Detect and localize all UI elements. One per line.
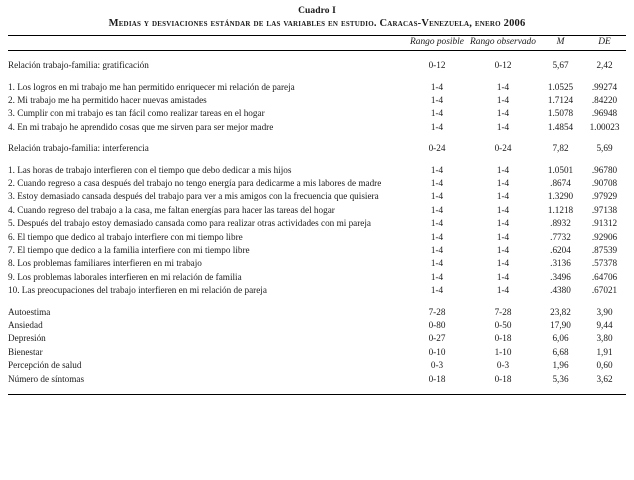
row-spacer (8, 298, 626, 306)
row-de: .97138 (591, 204, 618, 215)
row-media: 1.0525 (547, 81, 574, 92)
cuadro-label: Cuadro I (298, 6, 336, 16)
row-rango-posible: 1-4 (430, 108, 444, 119)
row-rango-observado: 1-4 (496, 271, 510, 282)
row-de: .91312 (591, 218, 618, 229)
row-media: 6,68 (552, 346, 569, 357)
table-row (8, 359, 626, 372)
rule-row (8, 51, 626, 60)
row-media: 5,67 (552, 60, 569, 71)
row-de: .90708 (591, 177, 618, 188)
row-rango-posible: 1-4 (430, 81, 444, 92)
row-media: 1.0501 (547, 164, 574, 175)
row-rango-posible: 0-3 (430, 360, 444, 371)
row-rango-observado: 1-4 (496, 94, 510, 105)
row-rango-posible: 1-4 (430, 121, 444, 132)
row-de: .96948 (591, 108, 618, 119)
row-label: 1. Los logros en mi trabajo me han permitido enriquecer mi relación de pareja (8, 81, 295, 92)
row-rango-posible: 1-4 (430, 218, 444, 229)
row-label: 2. Cuando regreso a casa después del trabajo no tengo energía para dedicarme a mis labores de madre (8, 177, 382, 188)
row-rango-observado: 0-3 (496, 360, 510, 371)
row-rango-posible: 1-4 (430, 244, 444, 255)
row-rango-observado: 0-18 (494, 333, 512, 344)
column-header-media: M (556, 37, 565, 47)
row-label: 6. El tiempo que dedico al trabajo interfiere con mi tiempo libre (8, 231, 243, 242)
row-media: .7732 (550, 231, 571, 242)
row-rango-observado: 1-4 (496, 177, 510, 188)
row-media: 1,96 (552, 360, 569, 371)
table-row (8, 107, 626, 120)
table-row (8, 284, 626, 297)
row-media: 5,36 (552, 373, 569, 384)
row-label: 5. Después del trabajo estoy demasiado cansada como para realizar otras actividades con mi pareja (8, 218, 372, 229)
row-rango-observado: 1-4 (496, 231, 510, 242)
row-media: .3136 (550, 258, 571, 269)
table-row (8, 244, 626, 257)
row-rango-posible: 1-4 (430, 191, 444, 202)
row-rango-posible: 1-4 (430, 285, 444, 296)
table-row (8, 332, 626, 345)
table-row (8, 163, 626, 176)
table-row (8, 373, 626, 386)
row-rango-observado: 1-4 (496, 218, 510, 229)
row-de: 1,91 (596, 346, 613, 357)
table-row (8, 271, 626, 284)
table-row (8, 204, 626, 217)
row-label: Autoestima (8, 306, 51, 317)
row-rango-observado: 0-12 (494, 60, 512, 71)
row-rango-observado: 1-4 (496, 191, 510, 202)
row-label: Depresión (8, 333, 46, 344)
table-row (8, 80, 626, 93)
row-label: 9. Los problemas laborales interfieren en mi relación de familia (8, 271, 242, 282)
row-de: .64706 (591, 271, 618, 282)
statistics-table (8, 35, 626, 395)
column-header-rango-observado: Rango observado (470, 37, 536, 47)
row-media: 1.7124 (547, 94, 574, 105)
page-title: Medias y desviaciones estándar de las variables en estudio. Caracas-Venezuela, enero 2006 (108, 18, 526, 29)
table-row (8, 319, 626, 332)
row-label: 7. El tiempo que dedico a la familia interfiere con mi tiempo libre (8, 244, 250, 255)
row-rango-posible: 0-80 (428, 320, 446, 330)
row-de: 3,90 (596, 306, 613, 317)
row-de: 5,69 (596, 143, 613, 154)
row-de: 2,42 (596, 60, 613, 71)
row-media: .8674 (550, 177, 571, 188)
row-rango-posible: 1-4 (430, 94, 444, 105)
row-rango-observado: 1-4 (496, 285, 510, 296)
row-rango-observado: 0-24 (494, 143, 512, 154)
row-rango-observado: 0-50 (494, 320, 512, 330)
row-label: Ansiedad (8, 320, 43, 330)
row-de: 3,62 (596, 373, 613, 384)
row-label: 3. Estoy demasiado cansada después del trabajo para ver a mis amigos con la frecuencia que quisiera (8, 191, 379, 202)
row-rango-posible: 7-28 (428, 306, 446, 317)
row-rango-posible: 1-4 (430, 177, 444, 188)
column-header-label (8, 36, 406, 51)
row-label: 4. En mi trabajo he aprendido cosas que me sirven para ser mejor madre (8, 121, 274, 132)
row-de: .84220 (591, 94, 618, 105)
table-title-block (8, 6, 626, 29)
row-rango-observado: 1-4 (496, 81, 510, 92)
table-row (8, 121, 626, 134)
row-media: 6,06 (552, 333, 569, 344)
row-de: .99274 (591, 81, 618, 92)
row-label: Relación trabajo-familia: gratificación (8, 60, 149, 70)
row-rango-posible: 0-10 (428, 346, 446, 357)
row-media: 7,82 (552, 143, 569, 154)
table-row (8, 190, 626, 203)
row-media: 1.1218 (547, 204, 574, 215)
row-label: 1. Las horas de trabajo interfieren con el tiempo que debo dedicar a mis hijos (8, 164, 292, 175)
table-row (8, 230, 626, 243)
row-de: .57378 (591, 258, 618, 269)
column-header-de: DE (598, 37, 611, 47)
row-rango-posible: 0-24 (428, 143, 446, 154)
table-row (8, 177, 626, 190)
row-rango-observado: 0-18 (494, 373, 512, 384)
row-rango-posible: 1-4 (430, 164, 444, 175)
row-de: .87539 (591, 244, 618, 255)
row-spacer (8, 72, 626, 80)
row-media: .3496 (550, 271, 571, 282)
row-label: Bienestar (8, 346, 43, 357)
row-rango-posible: 1-4 (430, 204, 444, 215)
row-label: Percepción de salud (8, 360, 82, 371)
row-media: 1.5078 (547, 108, 574, 119)
column-header-rango-posible: Rango posible (410, 37, 464, 47)
row-rango-observado: 7-28 (494, 306, 512, 317)
row-de: 0,60 (596, 360, 613, 371)
row-media: 1.4854 (547, 121, 574, 132)
table-row (8, 59, 626, 72)
row-de: .97929 (591, 191, 618, 202)
row-rango-observado: 1-4 (496, 258, 510, 269)
row-rango-posible: 0-18 (428, 373, 446, 384)
table-row (8, 94, 626, 107)
table-body (8, 51, 626, 395)
row-media: 1.3290 (547, 191, 574, 202)
row-de: .96780 (591, 164, 618, 175)
row-spacer (8, 155, 626, 163)
row-label: Relación trabajo-familia: interferencia (8, 143, 149, 154)
table-head (8, 36, 626, 51)
row-label: 8. Los problemas familiares interfieren en mi trabajo (8, 258, 202, 269)
table-row (8, 217, 626, 230)
row-rango-posible: 0-27 (428, 333, 446, 344)
row-label: 3. Cumplir con mi trabajo es tan fácil como realizar tareas en el hogar (8, 108, 265, 119)
row-de: .67021 (591, 285, 618, 296)
row-de: 1.00023 (589, 121, 620, 132)
row-rango-observado: 1-4 (496, 244, 510, 255)
row-rango-observado: 1-4 (496, 108, 510, 119)
row-spacer (8, 134, 626, 142)
row-rango-observado: 1-4 (496, 164, 510, 175)
row-media: .4380 (550, 285, 571, 296)
row-rango-observado: 1-4 (496, 121, 510, 132)
row-label: Número de síntomas (8, 373, 85, 384)
table-row (8, 346, 626, 359)
row-spacer (8, 386, 626, 395)
row-media: .8932 (550, 218, 571, 229)
row-de: 3,80 (596, 333, 613, 344)
row-label: 4. Cuando regreso del trabajo a la casa, me faltan energías para hacer las tareas del hogar (8, 204, 335, 215)
row-rango-observado: 1-10 (494, 346, 512, 357)
row-de: .92906 (591, 231, 618, 242)
row-rango-posible: 1-4 (430, 231, 444, 242)
row-rango-posible: 1-4 (430, 271, 444, 282)
row-rango-posible: 0-12 (428, 60, 446, 71)
table-row (8, 306, 626, 319)
table-header-row (8, 36, 626, 51)
row-rango-posible: 1-4 (430, 258, 444, 269)
row-rango-observado: 1-4 (496, 204, 510, 215)
table-row (8, 257, 626, 270)
row-label: 2. Mi trabajo me ha permitido hacer nuevas amistades (8, 94, 207, 105)
row-media: 23,82 (550, 306, 571, 317)
row-media: .6204 (550, 244, 571, 255)
row-de: 9,44 (596, 320, 613, 330)
row-media: 17,90 (550, 320, 571, 330)
table-row (8, 142, 626, 155)
row-label: 10. Las preocupaciones del trabajo interfieren en mi relación de pareja (8, 285, 267, 296)
